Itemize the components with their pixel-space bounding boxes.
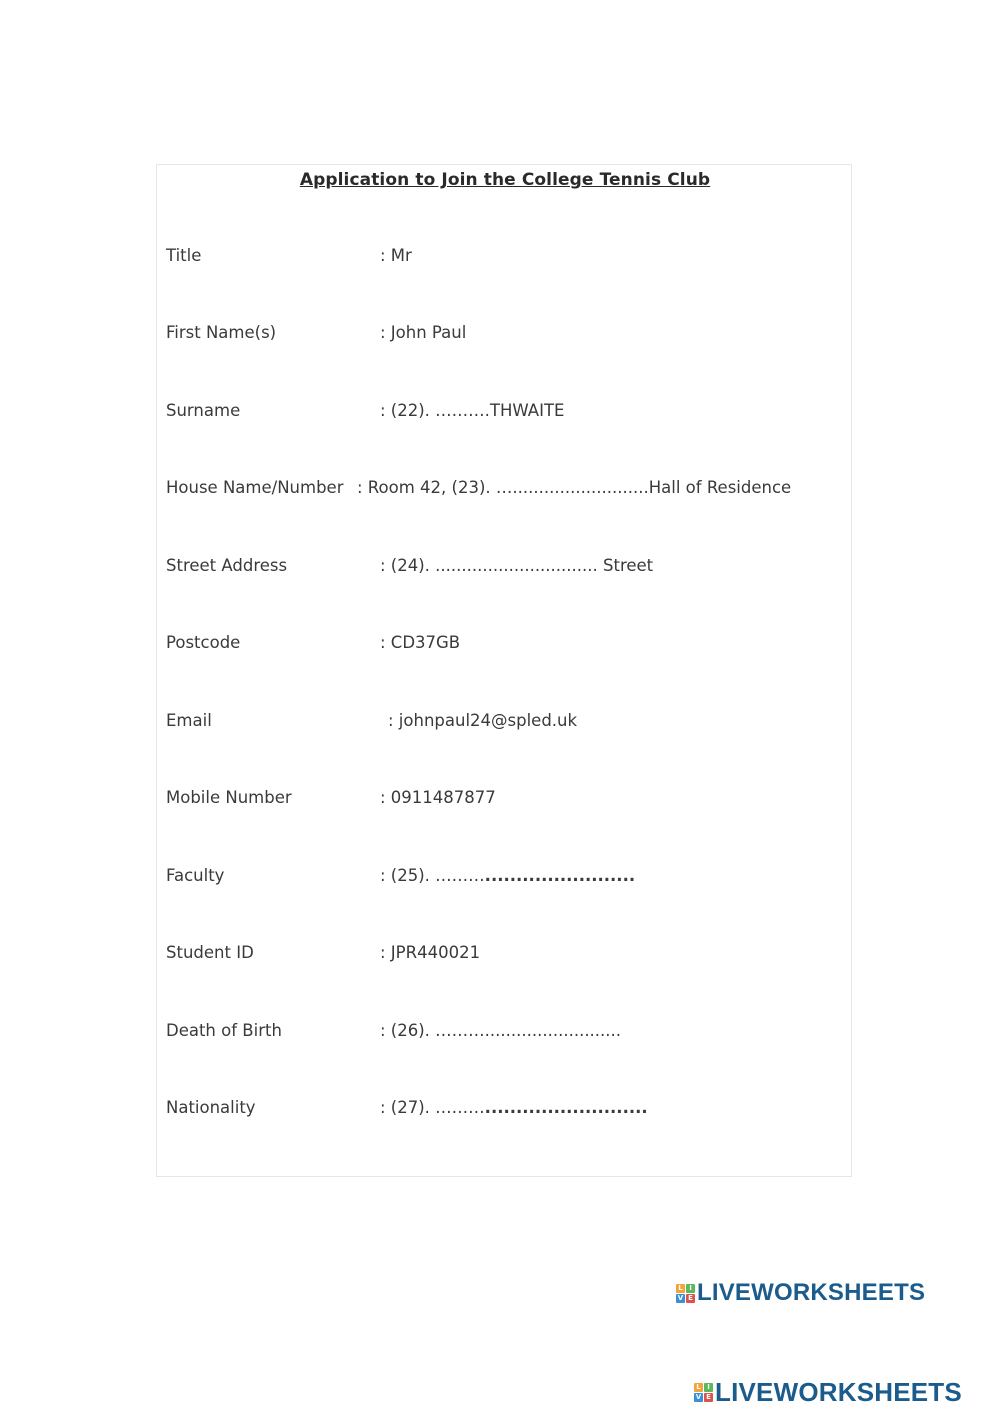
field-label: Street Address (166, 556, 288, 575)
field-value-prefix: : (25). ……… (380, 866, 485, 885)
field-label: Death of Birth (166, 1021, 282, 1040)
field-label: Postcode (166, 633, 241, 652)
field-value: : 0911487877 (380, 788, 496, 807)
application-form (156, 164, 852, 1177)
field-value: : Mr (380, 246, 412, 265)
field-value-blank: .......................... (484, 1098, 648, 1117)
field-value: : johnpaul24@spled.uk (388, 711, 578, 730)
field-label: Student ID (166, 943, 254, 962)
liveworksheets-logo-text: LIVEWORKSHEETS (715, 1377, 962, 1407)
liveworksheets-logo (676, 1279, 925, 1307)
field-label: Surname (166, 401, 241, 420)
field-value: : JPR440021 (380, 943, 481, 962)
field-value-blank: ........................ (484, 866, 636, 885)
field-label: Faculty (166, 866, 225, 885)
liveworksheets-logo-footer (694, 1377, 962, 1408)
liveworksheets-logo-icon: L I V E (676, 1284, 695, 1303)
field-label: Email (166, 711, 212, 730)
field-label: Nationality (166, 1098, 256, 1117)
field-label: First Name(s) (166, 323, 277, 342)
field-value: : (22). ……….THWAITE (380, 401, 565, 420)
liveworksheets-logo-icon: L I V E (694, 1383, 713, 1402)
liveworksheets-logo-text: LIVEWORKSHEETS (697, 1279, 926, 1306)
field-label: Mobile Number (166, 788, 292, 807)
field-value: : CD37GB (380, 633, 461, 652)
field-value: : (26). ……….......................... (380, 1021, 622, 1040)
field-label: Title (166, 246, 202, 265)
field-value: : John Paul (380, 323, 467, 342)
field-value (380, 865, 635, 887)
field-value-prefix: : (27). ……… (380, 1098, 485, 1117)
field-value (380, 1097, 648, 1119)
field-value: : (24). ............................... Street (380, 556, 654, 575)
field-label: House Name/Number (166, 478, 344, 497)
field-value: : Room 42, (23). …..........................Hall of Residence (357, 478, 792, 497)
form-title: Application to Join the College Tennis Club (299, 170, 711, 190)
